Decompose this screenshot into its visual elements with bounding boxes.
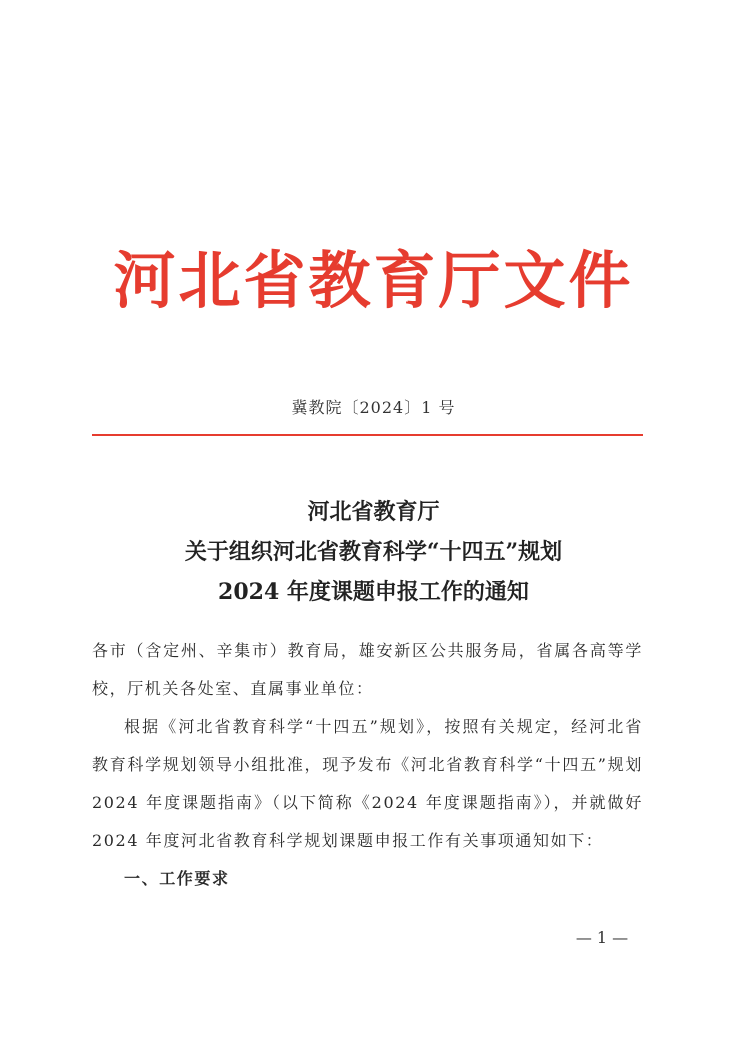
document-number: 冀教院〔2024〕1 号 bbox=[291, 398, 456, 417]
notice-title bbox=[0, 492, 747, 612]
body-paragraph: 根据《河北省教育科学“十四五”规划》，按照有关规定，经河北省教育科学规划领导小组批准，现予发布《河北省教育科学“十四五”规划 2024 年度课题指南》（以下简称《2024 年度课题指南》），并就做好 2024 年度河北省教育科学规划课题申报工作有关事项通知如下： bbox=[92, 717, 643, 850]
notice-title-line-2: 关于组织河北省教育科学“十四五”规划 bbox=[184, 539, 563, 565]
notice-title-line-3: 2024 年度课题申报工作的通知 bbox=[218, 579, 529, 605]
section-heading: 一、工作要求 bbox=[124, 869, 230, 888]
document-body bbox=[92, 632, 643, 898]
recipients-paragraph: 各市（含定州、辛集市）教育局，雄安新区公共服务局，省属各高等学校，厅机关各处室、直属事业单位： bbox=[92, 641, 643, 698]
document-header-title: 河北省教育厅文件 bbox=[113, 244, 634, 317]
page-number: — 1 — bbox=[575, 928, 629, 947]
header-divider bbox=[92, 434, 643, 436]
notice-title-line-1: 河北省教育厅 bbox=[307, 499, 440, 525]
